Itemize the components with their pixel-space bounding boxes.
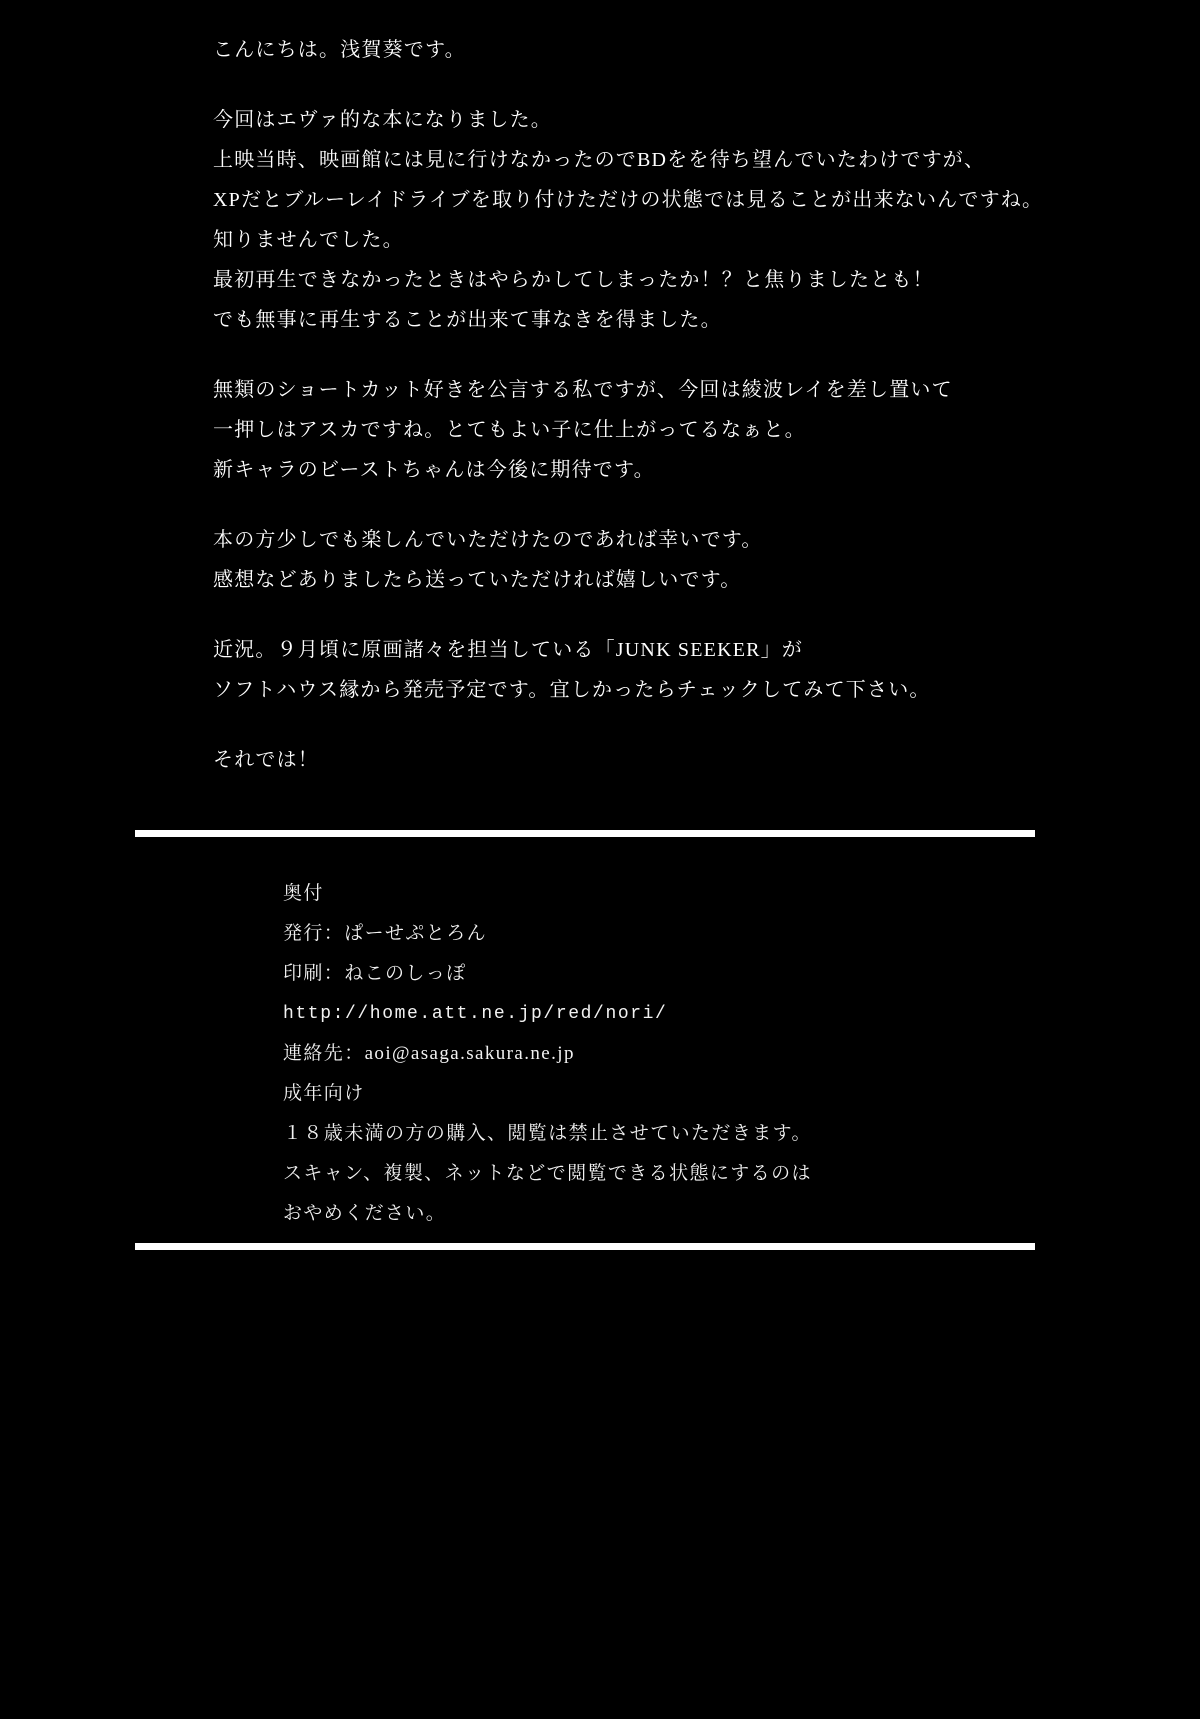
text-line: 本の方少しでも楽しんでいただけたのであれば幸いです。 <box>213 529 763 551</box>
colophon-line: おやめください。 <box>283 1203 447 1224</box>
text-line: ソフトハウス縁から発売予定です。宜しかったらチェックしてみて下さい。 <box>213 679 931 701</box>
colophon-block <box>283 874 1043 1234</box>
text-line: 感想などありましたら送っていただければ嬉しいです。 <box>213 569 742 591</box>
paragraph <box>213 100 1143 340</box>
colophon-line: スキャン、複製、ネットなどで閲覧できる状態にするのは <box>283 1163 812 1184</box>
paragraph <box>213 740 1143 780</box>
text-line: 今回はエヴァ的な本になりました。 <box>213 109 552 131</box>
text-line: 最初再生できなかったときはやらかしてしまったか！？と焦りましたとも！ <box>213 269 934 291</box>
text-line: でも無事に再生することが出来て事なきを得ました。 <box>213 309 722 331</box>
text-line: 無類のショートカット好きを公言する私ですが、今回は綾波レイを差し置いて <box>213 379 953 401</box>
colophon-line: 奥付 <box>283 883 324 904</box>
paragraph <box>213 30 1143 70</box>
text-line: 一押しはアスカですね。とてもよい子に仕上がってるなぁと。 <box>213 419 806 441</box>
colophon-line: 印刷：ねこのしっぽ <box>283 963 467 984</box>
text-line: XPだとブルーレイドライブを取り付けただけの状態では見ることが出来ないんですね。 <box>213 189 1044 211</box>
text-line: 知りませんでした。 <box>213 229 404 251</box>
paragraph <box>213 370 1143 490</box>
afterword-text-block <box>213 30 1143 780</box>
colophon-line: 成年向け <box>283 1083 365 1104</box>
paragraph <box>213 630 1143 710</box>
text-line: 上映当時、映画館には見に行けなかったのでBDをを待ち望んでいたわけですが、 <box>213 149 986 171</box>
text-line: こんにちは。浅賀葵です。 <box>213 39 466 61</box>
paragraph <box>213 520 1143 600</box>
text-line: 新キャラのビーストちゃんは今後に期待です。 <box>213 459 655 481</box>
text-line: それでは！ <box>213 749 319 771</box>
divider-top <box>135 830 1035 837</box>
divider-bottom <box>135 1243 1035 1250</box>
colophon-url[interactable]: http://home.att.ne.jp/red/nori/ <box>283 1004 668 1024</box>
colophon-line: 連絡先：aoi@asaga.sakura.ne.jp <box>283 1043 575 1064</box>
text-line: 近況。９月頃に原画諸々を担当している「JUNK SEEKER」が <box>213 639 804 661</box>
colophon-line: 発行：ぱーせぷとろん <box>283 923 488 944</box>
colophon-line: １８歳未満の方の購入、閲覧は禁止させていただきます。 <box>283 1123 812 1144</box>
